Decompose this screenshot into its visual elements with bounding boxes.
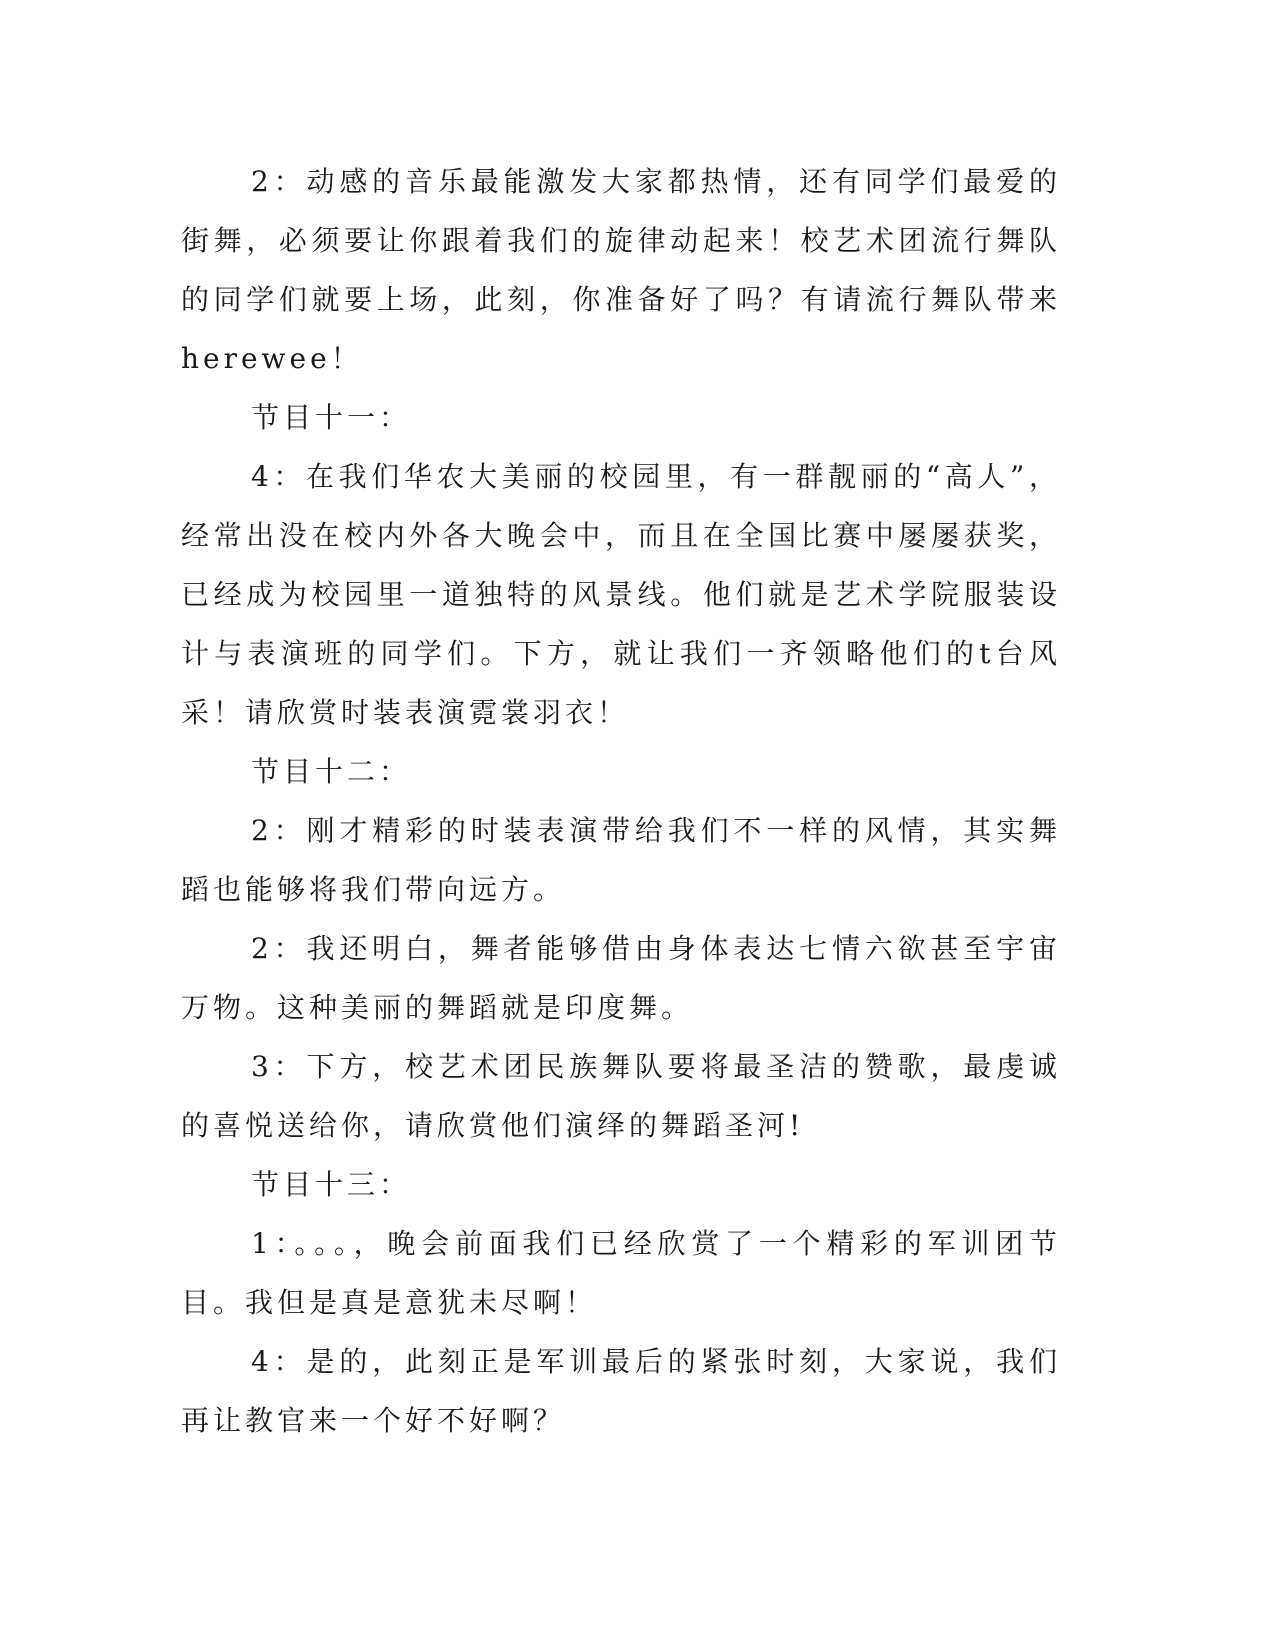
paragraph-speech: 1：。。。，晚会前面我们已经欣赏了一个精彩的军训团节目。我但是真是意犹未尽啊！	[181, 1227, 1061, 1319]
program-heading-12: 节目十二：	[251, 755, 412, 788]
paragraph-speech: 2：动感的音乐最能激发大家都热情，还有同学们最爱的街舞，必须要让你跟着我们的旋律动起来！校艺术团流行舞队的同学们就要上场，此刻，你准备好了吗？有请流行舞队带来herewee！	[181, 165, 1061, 375]
program-heading-11: 节目十一：	[251, 401, 412, 434]
program-heading-13: 节目十三：	[251, 1168, 412, 1201]
paragraph-speech: 4：在我们华农大美丽的校园里，有一群靓丽的“高人”，经常出没在校内外各大晚会中，而且在全国比赛中屡屡获奖，已经成为校园里一道独特的风景线。他们就是艺术学院服装设计与表演班的同学们。下方，就让我们一齐领略他们的t台风采！请欣赏时装表演霓裳羽衣！	[181, 460, 1061, 729]
paragraph-speech: 2：我还明白，舞者能够借由身体表达七情六欲甚至宇宙万物。这种美丽的舞蹈就是印度舞。	[181, 932, 1061, 1024]
paragraph-speech: 4：是的，此刻正是军训最后的紧张时刻，大家说，我们再让教官来一个好不好啊？	[181, 1345, 1061, 1437]
document-body	[181, 152, 1061, 1450]
paragraph-speech: 2：刚才精彩的时装表演带给我们不一样的风情，其实舞蹈也能够将我们带向远方。	[181, 814, 1061, 906]
paragraph-speech: 3：下方，校艺术团民族舞队要将最圣洁的赞歌，最虔诚的喜悦送给你，请欣赏他们演绎的舞蹈圣河!	[181, 1050, 1061, 1142]
